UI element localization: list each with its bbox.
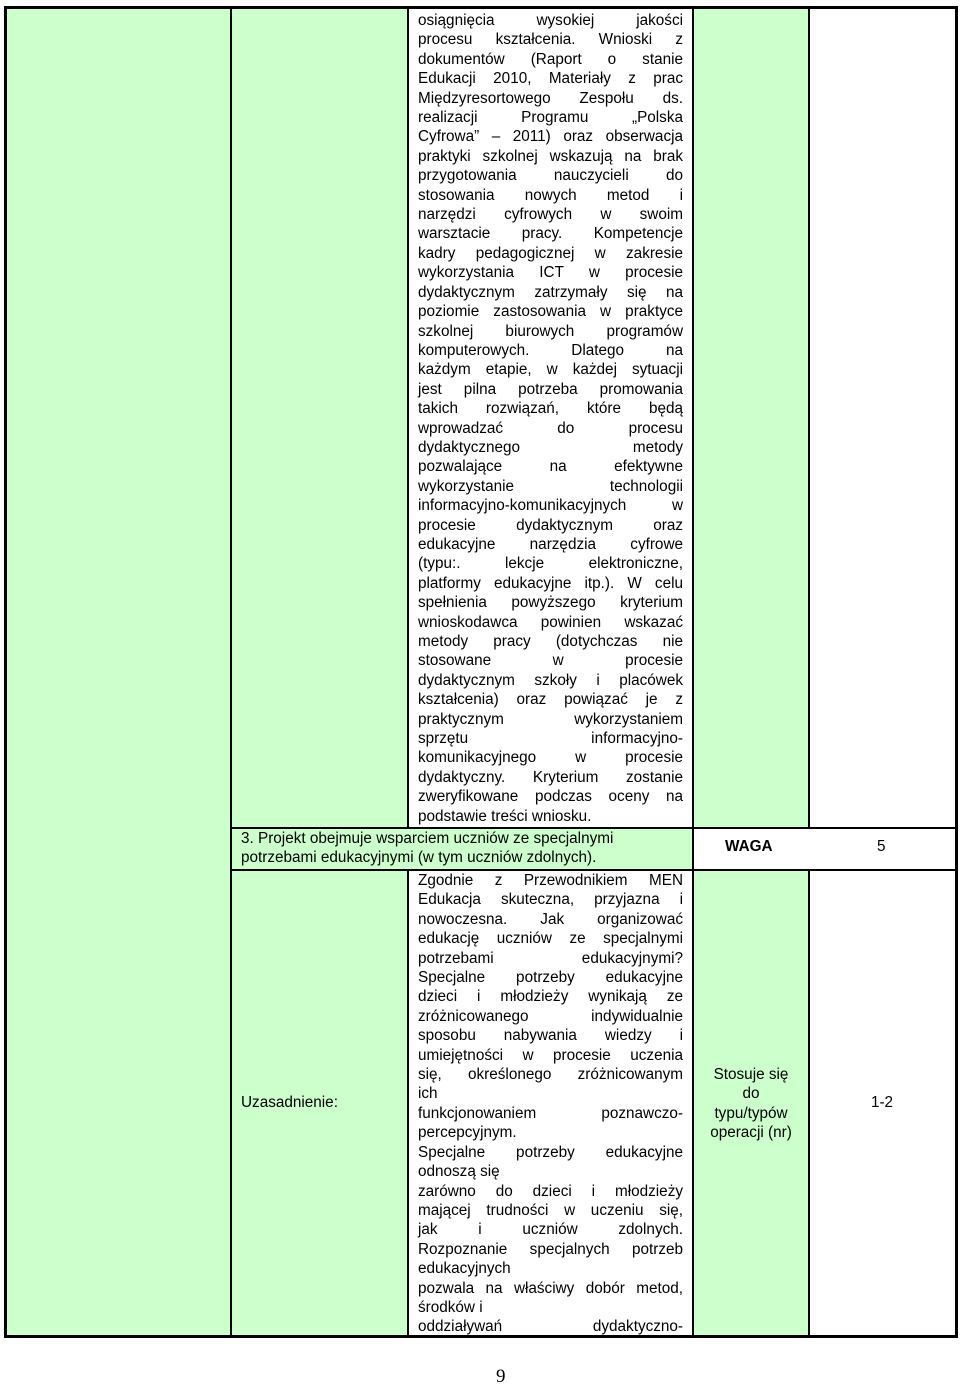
text-line: edukację uczniów ze specjalnymi	[418, 930, 683, 948]
text-line: jest pilna potrzeba promowania	[418, 380, 683, 398]
text-line: stosowane w procesie	[418, 652, 683, 670]
column-1-cell	[6, 8, 231, 1337]
text-line: odnoszą się	[418, 1163, 500, 1181]
text-line: Międzyresortowego Zespołu ds.	[418, 89, 683, 107]
text-line: narzędzi cyfrowych w swoim	[418, 206, 683, 224]
criterion-line: potrzebami edukacyjnymi (w tym uczniów zdolnych).	[241, 849, 597, 867]
text-line: dydaktyczny. Kryterium zostanie	[418, 768, 683, 786]
text-line: podstawie treści wniosku.	[418, 807, 592, 825]
divider-col-1	[230, 8, 232, 1336]
text-line: procesie dydaktycznym oraz	[418, 516, 683, 534]
text-line: wykorzystanie technologii	[418, 477, 683, 495]
divider-col-4-upper	[808, 8, 810, 828]
text-line: percepcyjnym.	[418, 1124, 517, 1142]
applies-line: typu/typów	[714, 1104, 788, 1122]
text-line: zróżnicowanego indywidualnie	[418, 1007, 683, 1025]
applies-label	[693, 1065, 809, 1143]
text-line: edukacyjne narzędzia cyfrowe	[418, 535, 683, 553]
text-line: szkolnej biurowych programów	[418, 322, 683, 340]
text-line: pozwala na właściwy dobór metod,	[418, 1279, 683, 1297]
table-border-top	[4, 6, 958, 9]
text-line: Cyfrowa” – 2011) oraz obserwacja	[418, 128, 683, 146]
text-line: dydaktycznym szkoły i placówek	[418, 671, 683, 689]
value-cell-upper	[809, 8, 955, 828]
text-line: procesu kształcenia. Wnioski z	[418, 31, 683, 49]
text-line: metody pracy (dotychczas nie	[418, 633, 683, 650]
applies-cell-upper	[693, 8, 809, 828]
applies-line: operacji (nr)	[710, 1124, 792, 1142]
text-line: każdym etapie, w każdej sytuacji	[418, 361, 683, 379]
text-line: informacyjno-komunikacyjnych w	[418, 497, 683, 515]
justification-label: Uzasadnienie:	[241, 1094, 338, 1111]
label-cell-upper	[231, 8, 408, 828]
text-line: nowoczesna. Jak organizować	[418, 910, 683, 928]
applies-line: Stosuje się	[713, 1066, 789, 1083]
waga-value: 5	[877, 838, 886, 855]
table-border-left	[4, 6, 7, 1338]
text-line: dydaktycznym zatrzymały się na	[418, 283, 683, 301]
text-line: wykorzystania ICT w procesie	[418, 264, 683, 282]
text-line: (typu:. lekcje elektroniczne,	[418, 555, 683, 573]
text-line: mającej trudności w uczeniu się,	[418, 1201, 683, 1219]
divider-col-2-lower	[407, 870, 409, 1336]
text-line: potrzebami edukacyjnymi?	[418, 949, 683, 967]
text-line: praktycznym wykorzystaniem	[418, 710, 683, 728]
text-line: realizacji Programu „Polska	[418, 109, 683, 127]
text-line: Specjalne potrzeby edukacyjne	[418, 1143, 683, 1161]
text-line: pozwalające na efektywne	[418, 458, 683, 476]
text-line: dokumentów (Raport o stanie	[418, 50, 683, 68]
text-line: warsztacie pracy. Kompetencje	[418, 225, 683, 243]
page-number: 9	[496, 1366, 506, 1387]
text-line: Rozpoznanie specjalnych potrzeb	[418, 1240, 683, 1258]
justification-paragraph	[418, 871, 683, 1337]
text-line: spełnienia powyższego kryterium	[418, 594, 683, 612]
text-line: osiągnięcia wysokiej jakości	[418, 12, 683, 29]
text-line: zweryfikowane podczas oceny na	[418, 788, 683, 806]
text-line: edukacyjnych	[418, 1260, 511, 1278]
applies-value: 1-2	[870, 1094, 894, 1111]
text-line: Edukacja skuteczna, przyjazna i	[418, 891, 683, 909]
text-line: komunikacyjnego w procesie	[418, 749, 683, 767]
text-line: środków i	[418, 1298, 483, 1316]
upper-paragraph	[418, 11, 683, 826]
criterion-title	[241, 829, 686, 868]
text-line: kształcenia) oraz powiązać je z	[418, 691, 683, 709]
text-line: wnioskodawca powinien wskazać	[418, 613, 683, 631]
divider-col-2-upper	[407, 8, 409, 828]
text-line: dzieci i młodzieży wynikają ze	[418, 988, 683, 1006]
waga-label: WAGA	[725, 838, 773, 855]
text-line: zarówno do dzieci i młodzieży	[418, 1182, 683, 1200]
text-line: przygotowania nauczycieli do	[418, 167, 683, 185]
text-line: platformy edukacyjne itp.). W celu	[418, 574, 683, 592]
table-border-right	[955, 6, 958, 1338]
text-line: sposobu nabywania wiedzy i	[418, 1027, 683, 1045]
text-line: komputerowych. Dlatego na	[418, 341, 683, 359]
text-line: jak i uczniów zdolnych.	[418, 1221, 683, 1239]
text-line: ich	[418, 1085, 438, 1103]
text-line: oddziaływań dydaktyczno-	[418, 1318, 683, 1336]
text-line: wprowadzać do procesu	[418, 419, 683, 437]
text-line: dydaktycznego metody	[418, 438, 683, 456]
criterion-line: 3. Projekt obejmuje wsparciem uczniów ze specjalnymi	[241, 830, 614, 847]
text-line: kadry pedagogicznej w zakresie	[418, 244, 683, 262]
text-line: poziomie zastosowania w praktyce	[418, 303, 683, 321]
text-line: Specjalne potrzeby edukacyjne	[418, 969, 683, 987]
text-line: funkcjonowaniem poznawczo-	[418, 1104, 683, 1122]
text-line: się, określonego zróżnicowanym	[418, 1066, 683, 1084]
text-line: praktyki szkolnej wskazują na brak	[418, 147, 683, 165]
text-line: sprzętu informacyjno-	[418, 730, 683, 748]
applies-line: do	[742, 1085, 760, 1103]
text-line: umiejętności w procesie uczenia	[418, 1046, 683, 1064]
text-line: Edukacji 2010, Materiały z prac	[418, 70, 683, 88]
text-line: stosowania nowych metod i	[418, 186, 683, 204]
text-line: Zgodnie z Przewodnikiem MEN	[418, 872, 683, 889]
text-line: takich rozwiązań, które będą	[418, 400, 683, 418]
